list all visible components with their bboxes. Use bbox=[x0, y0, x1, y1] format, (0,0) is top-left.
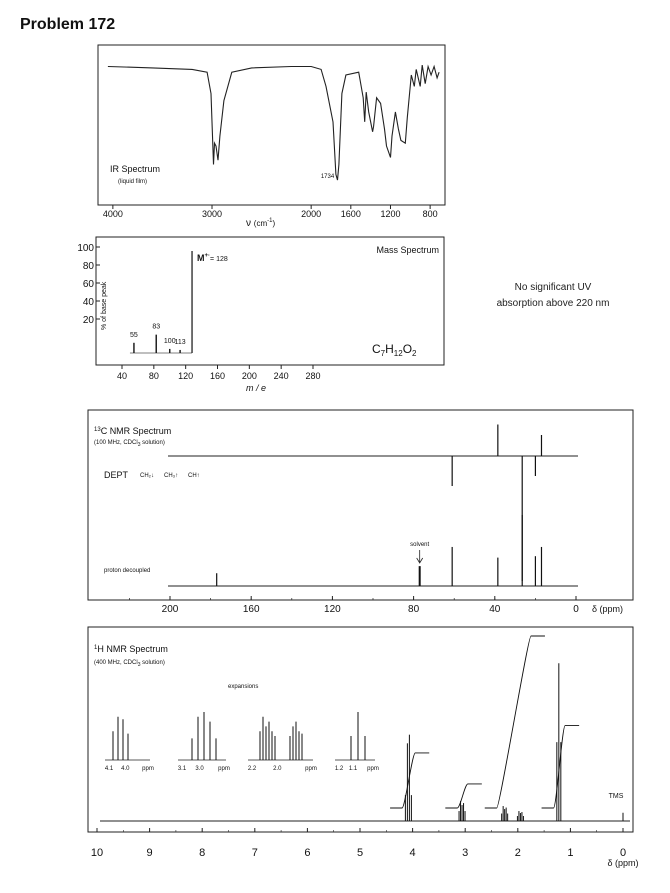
ir-subtitle: (liquid film) bbox=[118, 179, 148, 185]
ms-y-tick-label: 40 bbox=[82, 297, 94, 308]
ms-x-tick-label: 160 bbox=[209, 371, 226, 381]
c13-x-tick-label: 80 bbox=[408, 604, 420, 615]
ir-trace bbox=[108, 65, 439, 180]
expansion-tick-1-0: 3.1 bbox=[177, 766, 187, 772]
ms-y-ticks bbox=[77, 243, 100, 326]
formula-c-n: 7 bbox=[380, 349, 386, 358]
proton-decoupled-label: proton decoupled bbox=[104, 568, 151, 574]
ir-unit-exp: -1 bbox=[267, 218, 273, 224]
ms-y-tick-label: 20 bbox=[82, 315, 94, 326]
formula-o-n: 2 bbox=[412, 349, 417, 358]
expansion-tick-3-1: 1.1 bbox=[348, 766, 358, 772]
c13-x-ticks bbox=[129, 596, 579, 615]
ir-frame bbox=[98, 45, 445, 205]
expansion-tick-0-0: 4.1 bbox=[104, 766, 114, 772]
c13-subtitle-sub: 3 bbox=[137, 442, 141, 448]
h1-title bbox=[94, 644, 168, 654]
ms-x-tick-label: 80 bbox=[148, 371, 159, 381]
mass-spectrum-panel bbox=[77, 237, 444, 393]
dept-key-2: CH↑ bbox=[188, 473, 200, 479]
ir-x-ticks bbox=[103, 205, 438, 219]
ir-x-tick-label: 2000 bbox=[301, 209, 322, 219]
expansion-tick-0-2: ppm bbox=[142, 766, 154, 772]
c13-title-sup: 13 bbox=[94, 427, 101, 433]
h1-x-ticks bbox=[91, 828, 626, 859]
ms-formula bbox=[372, 342, 417, 358]
ms-title: Mass Spectrum bbox=[376, 245, 439, 255]
expansion-tick-1-2: ppm bbox=[218, 766, 230, 772]
expansion-tick-3-2: ppm bbox=[367, 766, 379, 772]
ir-x-tick-label: 800 bbox=[422, 209, 438, 219]
ms-x-tick-label: 120 bbox=[178, 371, 194, 381]
ms-x-tick-label: 40 bbox=[116, 371, 128, 381]
formula-o: O bbox=[402, 342, 413, 356]
ms-y-tick-label: 100 bbox=[77, 243, 94, 254]
ms-x-ticks bbox=[117, 365, 321, 381]
h1-subtitle bbox=[94, 660, 165, 668]
dept-keys bbox=[140, 473, 200, 479]
c13-title bbox=[94, 426, 171, 436]
ir-x-label bbox=[246, 218, 275, 229]
h1-x-tick-label: 10 bbox=[90, 847, 104, 859]
solvent-label: solvent bbox=[410, 542, 430, 548]
dept-peaks bbox=[452, 425, 541, 582]
ir-x-tick-label: 1600 bbox=[340, 209, 361, 219]
h1-x-tick-label: 9 bbox=[146, 847, 153, 859]
ms-peak-label-113: 113 bbox=[174, 338, 186, 346]
h1-title-rest: H NMR Spectrum bbox=[97, 644, 168, 654]
c13-nmr-panel bbox=[88, 410, 633, 615]
ir-unit-close: ) bbox=[272, 219, 276, 228]
formula-c: C bbox=[372, 342, 381, 356]
h1-x-label: δ (ppm) bbox=[607, 858, 639, 868]
solvent-arrow bbox=[417, 550, 423, 563]
h1-x-tick-label: 0 bbox=[619, 847, 627, 859]
ir-unit: (cm bbox=[253, 219, 268, 228]
ms-y-label: % of base peak bbox=[101, 281, 108, 330]
ms-x-tick-label: 240 bbox=[273, 371, 289, 381]
h1-subtitle-b: solution) bbox=[140, 660, 165, 666]
h1-x-tick-label: 4 bbox=[409, 847, 416, 859]
h1-subtitle-a: (400 MHz, CDCl bbox=[94, 660, 138, 666]
expansions-label: expansions bbox=[228, 684, 259, 690]
ms-molecular-ion-label bbox=[197, 253, 228, 263]
expansion-tick-2-0: 2.2 bbox=[247, 766, 257, 772]
ms-peak-label-83: 83 bbox=[152, 323, 161, 331]
ms-y-tick-label: 60 bbox=[82, 279, 94, 290]
h1-x-tick-label: 2 bbox=[514, 847, 521, 859]
expansion-tick-1-1: 3.0 bbox=[195, 766, 204, 772]
dept-key-1: CH₃↑ bbox=[164, 473, 179, 479]
uv-note-line1: No significant UV bbox=[514, 282, 592, 293]
h1-frame bbox=[88, 627, 633, 832]
c13-x-tick-label: 0 bbox=[573, 604, 579, 615]
expansion-insets bbox=[105, 712, 379, 772]
c13-peaks bbox=[217, 515, 542, 586]
ir-x-tick-label: 3000 bbox=[201, 209, 223, 219]
h1-x-tick-label: 7 bbox=[251, 847, 258, 859]
h1-nmr-panel bbox=[88, 627, 639, 868]
formula-h: H bbox=[385, 342, 394, 356]
ir-spectrum-panel bbox=[98, 45, 445, 229]
dept-key-0: CH₂↓ bbox=[140, 473, 154, 479]
c13-title-rest: C NMR Spectrum bbox=[100, 426, 172, 436]
c13-subtitle-b: solution) bbox=[140, 440, 165, 446]
h1-x-tick-label: 3 bbox=[462, 847, 469, 859]
ms-peak-label-55: 55 bbox=[130, 331, 138, 339]
c13-x-tick-label: 40 bbox=[489, 604, 501, 615]
h1-title-sup: 1 bbox=[94, 645, 98, 651]
h1-x-tick-label: 6 bbox=[304, 847, 311, 859]
c13-subtitle bbox=[94, 440, 165, 448]
h1-x-tick-label: 8 bbox=[199, 847, 206, 859]
c13-x-tick-label: 200 bbox=[161, 604, 179, 615]
c13-x-tick-label: 120 bbox=[324, 604, 341, 615]
tms-label: TMS bbox=[608, 793, 624, 800]
expansion-tick-2-2: ppm bbox=[305, 766, 317, 772]
expansion-tick-2-1: 2.0 bbox=[273, 766, 282, 772]
ir-x-tick-label: 1200 bbox=[380, 209, 401, 219]
c13-x-tick-label: 160 bbox=[242, 604, 260, 615]
ms-mion-value: = 128 bbox=[210, 256, 228, 263]
ms-peak-label-100: 100 bbox=[163, 337, 176, 345]
ir-carbonyl-annotation: 1734 bbox=[320, 174, 335, 180]
ms-peaks bbox=[130, 251, 192, 353]
c13-x-label: δ (ppm) bbox=[592, 604, 624, 614]
uv-note-line2: absorption above 220 nm bbox=[496, 298, 610, 309]
ir-nu-symbol: ν bbox=[246, 218, 251, 229]
h1-integrals bbox=[390, 636, 579, 808]
ir-x-tick-label: 4000 bbox=[102, 209, 123, 219]
h1-integral-2 bbox=[485, 636, 545, 808]
h1-subtitle-sub: 3 bbox=[137, 662, 141, 668]
ms-mion-prefix: M bbox=[197, 253, 205, 263]
formula-h-n: 12 bbox=[393, 349, 403, 358]
expansion-tick-3-0: 1.2 bbox=[334, 766, 344, 772]
h1-x-tick-label: 5 bbox=[356, 847, 364, 859]
ms-y-tick-label: 80 bbox=[82, 261, 94, 272]
h1-x-tick-label: 1 bbox=[567, 847, 574, 859]
expansion-tick-0-1: 4.0 bbox=[121, 766, 130, 772]
c13-subtitle-a: (100 MHz, CDCl bbox=[94, 440, 138, 446]
ms-x-label: m / e bbox=[246, 383, 267, 393]
c13-frame bbox=[88, 410, 633, 600]
dept-label: DEPT bbox=[104, 470, 129, 480]
problem-title: Problem 172 bbox=[20, 16, 116, 33]
ms-mion-charge: +· bbox=[204, 253, 211, 259]
h1-peaks bbox=[405, 663, 623, 821]
ms-x-tick-label: 280 bbox=[305, 371, 321, 381]
ir-title: IR Spectrum bbox=[110, 164, 161, 174]
ms-x-tick-label: 200 bbox=[241, 371, 257, 381]
